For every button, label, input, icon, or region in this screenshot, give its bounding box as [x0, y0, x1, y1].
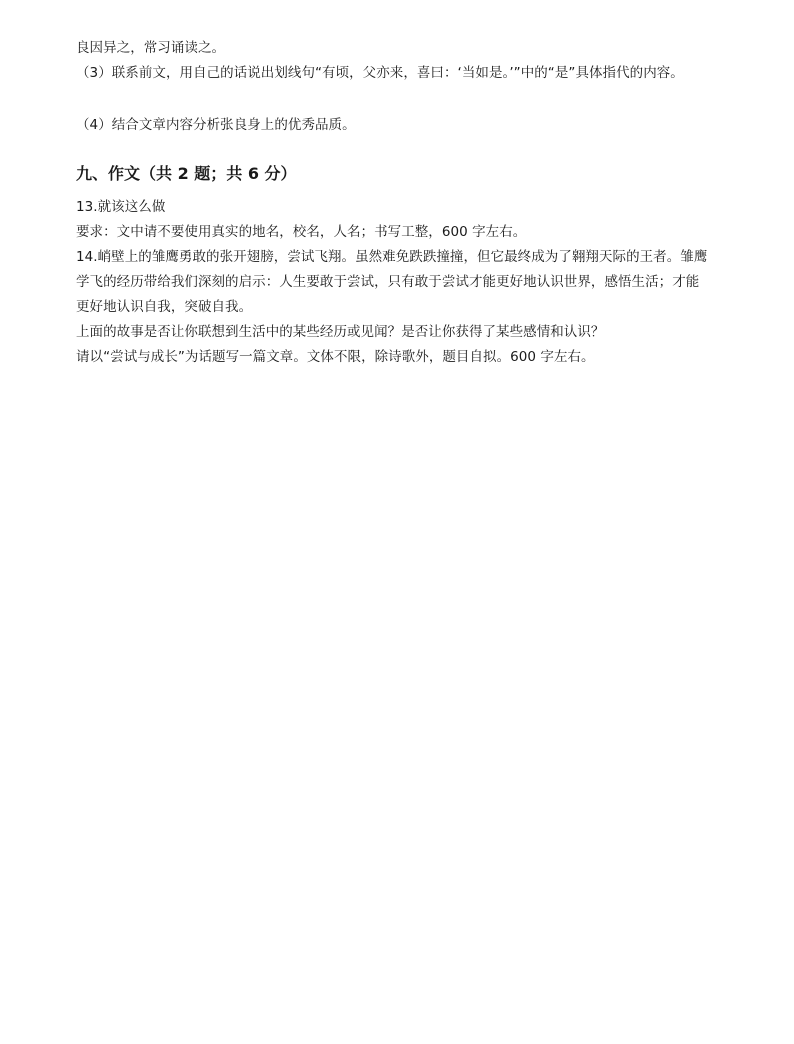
question-14-line-1: 14.峭壁上的雏鹰勇敢的张开翅膀，尝试飞翔。虽然难免跌跌撞撞，但它最终成为了翱翔天际的王者。雏鹰	[76, 249, 708, 265]
question-4: （4）结合文章内容分析张良身上的优秀品质。	[76, 117, 356, 133]
question-14-line-5: 请以“尝试与成长”为话题写一篇文章。文体不限，除诗歌外，题目自拟。600 字左右。	[76, 349, 595, 365]
reading-line-continued: 良因异之，常习诵读之。	[76, 40, 226, 56]
question-13-requirements: 要求：文中请不要使用真实的地名，校名，人名；书写工整，600 字左右。	[76, 224, 527, 240]
question-13-title: 13.就该这么做	[76, 199, 166, 215]
question-3: （3）联系前文，用自己的话说出划线句“有顷，父亦来，喜曰：‘当如是。’”中的“是”具体指代的内容。	[76, 65, 684, 81]
section-title-essay: 九、作文（共 2 题；共 6 分）	[76, 164, 297, 183]
question-14-line-3: 更好地认识自我，突破自我。	[76, 299, 253, 315]
question-14-line-2: 学飞的经历带给我们深刻的启示：人生要敢于尝试，只有敢于尝试才能更好地认识世界，感悟生活；才能	[76, 274, 700, 290]
question-14-line-4: 上面的故事是否让你联想到生活中的某些经历或见闻？是否让你获得了某些感情和认识？	[76, 324, 605, 340]
